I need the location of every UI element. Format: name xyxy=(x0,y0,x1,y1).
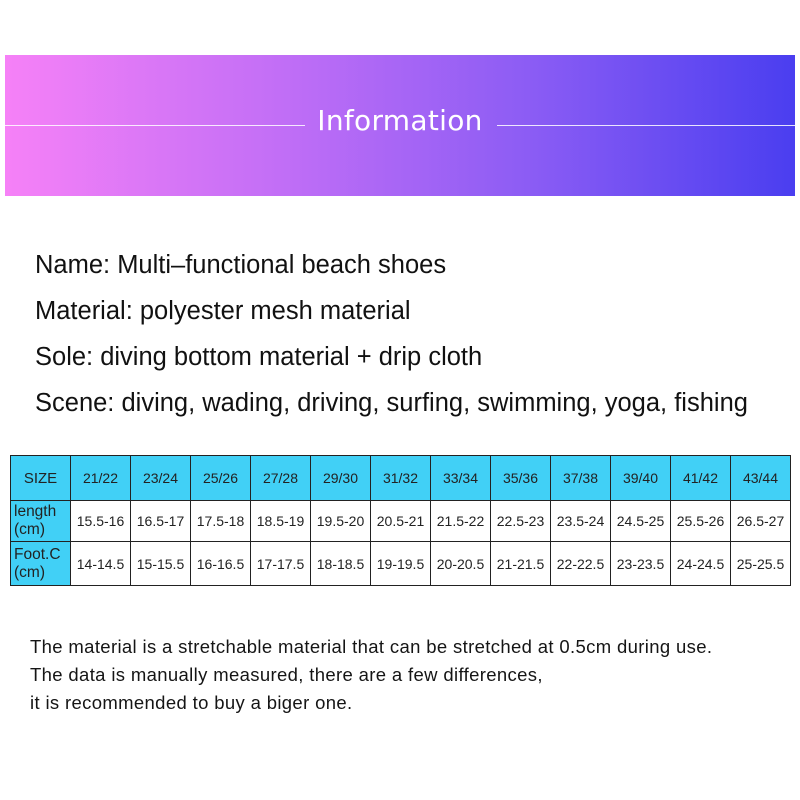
length-cell: 24.5-25 xyxy=(611,501,671,542)
length-cell: 25.5-26 xyxy=(671,501,731,542)
foot-circumference-unit: (cm) xyxy=(14,563,45,581)
size-header-cell: 33/34 xyxy=(431,456,491,501)
information-banner xyxy=(5,55,795,196)
size-header-cell: 27/28 xyxy=(251,456,311,501)
length-cell: 17.5-18 xyxy=(191,501,251,542)
foot-circumference-cell: 22-22.5 xyxy=(551,542,611,586)
size-header-cell: 31/32 xyxy=(371,456,431,501)
length-cell: 26.5-27 xyxy=(731,501,791,542)
product-details xyxy=(35,242,795,426)
foot-circumference-cell: 15-15.5 xyxy=(131,542,191,586)
foot-circumference-cell: 25-25.5 xyxy=(731,542,791,586)
length-label: length xyxy=(14,503,57,520)
banner-title: Information xyxy=(317,104,483,137)
length-cell: 22.5-23 xyxy=(491,501,551,542)
detail-scene: Scene: diving, wading, driving, surfing, swimming, yoga, fishing xyxy=(35,389,748,417)
length-cell: 20.5-21 xyxy=(371,501,431,542)
foot-circumference-cell: 23-23.5 xyxy=(611,542,671,586)
length-cell: 19.5-20 xyxy=(311,501,371,542)
foot-circumference-cell: 18-18.5 xyxy=(311,542,371,586)
size-header-cell: 35/36 xyxy=(491,456,551,501)
length-cell: 16.5-17 xyxy=(131,501,191,542)
length-label-cell xyxy=(11,501,71,542)
foot-circumference-cell: 19-19.5 xyxy=(371,542,431,586)
foot-circumference-cell: 24-24.5 xyxy=(671,542,731,586)
size-header-cell: 23/24 xyxy=(131,456,191,501)
detail-sole: Sole: diving bottom material + drip cloth xyxy=(35,343,483,371)
foot-circumference-label-cell xyxy=(11,542,71,586)
foot-circumference-row xyxy=(11,542,791,586)
note-stretch: The material is a stretchable material that can be stretched at 0.5cm during use. xyxy=(30,636,713,657)
detail-name: Name: Multi–functional beach shoes xyxy=(35,251,447,279)
size-notes xyxy=(30,633,790,717)
banner-divider-right xyxy=(497,125,795,126)
length-cell: 23.5-24 xyxy=(551,501,611,542)
length-row xyxy=(11,501,791,542)
length-unit: (cm) xyxy=(14,521,45,538)
foot-circumference-cell: 16-16.5 xyxy=(191,542,251,586)
size-header-cell: 25/26 xyxy=(191,456,251,501)
size-header-label: SIZE xyxy=(11,456,71,501)
size-header-cell: 43/44 xyxy=(731,456,791,501)
size-header-cell: 21/22 xyxy=(71,456,131,501)
note-measurement: The data is manually measured, there are a few differences, xyxy=(30,664,543,685)
note-recommendation: it is recommended to buy a biger one. xyxy=(30,692,353,713)
length-cell: 21.5-22 xyxy=(431,501,491,542)
size-header-row xyxy=(11,456,791,501)
foot-circumference-label: Foot.C xyxy=(14,545,61,563)
size-header-cell: 29/30 xyxy=(311,456,371,501)
length-cell: 15.5-16 xyxy=(71,501,131,542)
size-table xyxy=(10,455,791,586)
length-cell: 18.5-19 xyxy=(251,501,311,542)
foot-circumference-cell: 20-20.5 xyxy=(431,542,491,586)
foot-circumference-cell: 17-17.5 xyxy=(251,542,311,586)
foot-circumference-cell: 21-21.5 xyxy=(491,542,551,586)
foot-circumference-cell: 14-14.5 xyxy=(71,542,131,586)
size-header-cell: 41/42 xyxy=(671,456,731,501)
detail-material: Material: polyester mesh material xyxy=(35,297,411,325)
size-header-cell: 37/38 xyxy=(551,456,611,501)
size-header-cell: 39/40 xyxy=(611,456,671,501)
